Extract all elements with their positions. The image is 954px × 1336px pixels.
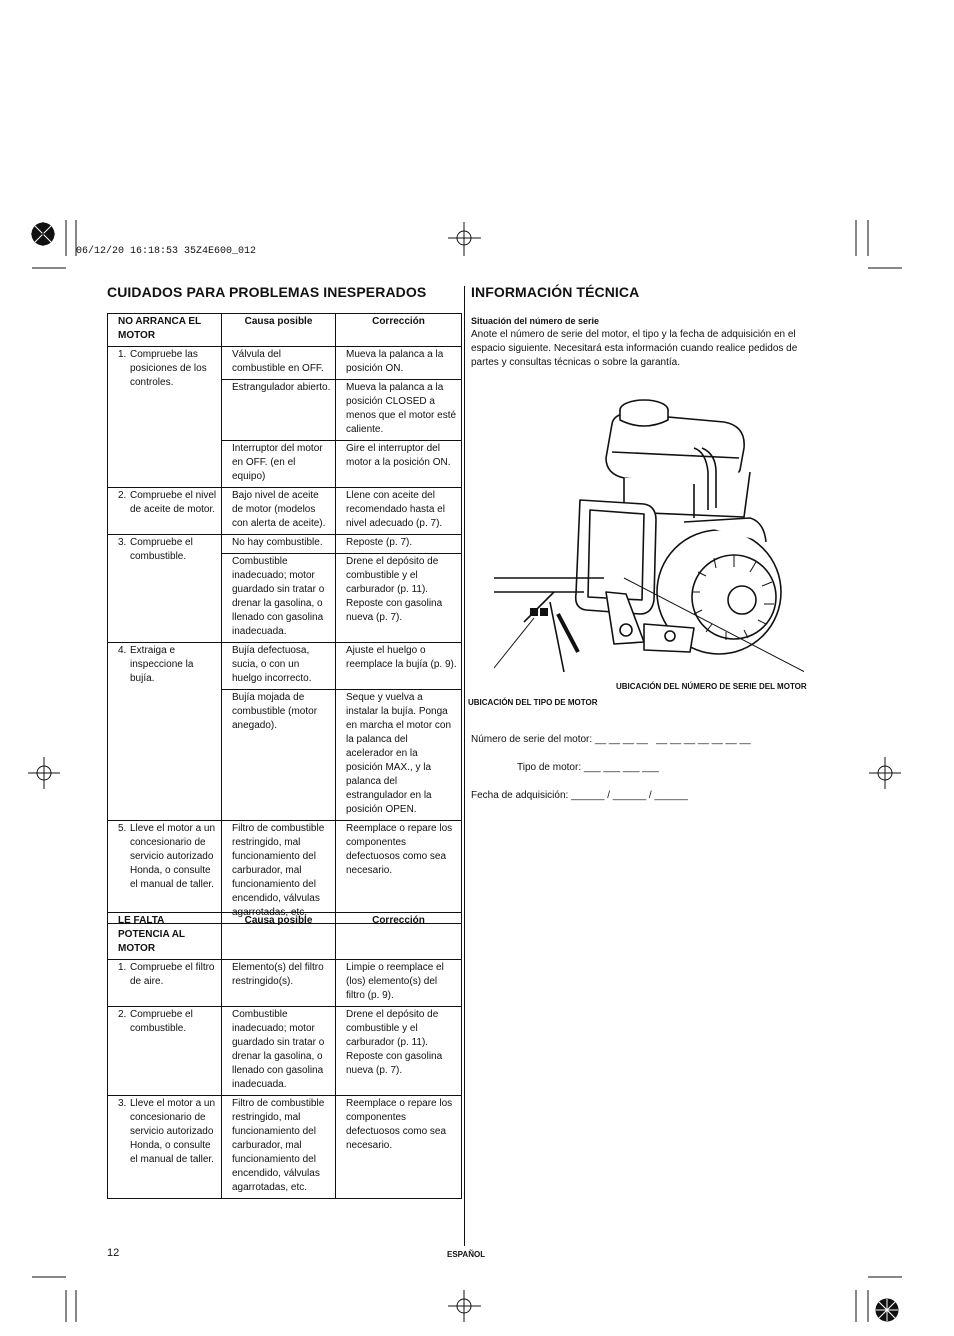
- fix-cell: Gire el interruptor del motor a la posición ON.: [336, 441, 462, 488]
- check-text: Compruebe el nivel de aceite de motor.: [130, 490, 217, 515]
- check-text: Compruebe el combustible.: [130, 1009, 193, 1034]
- table-no-arranca: [107, 313, 462, 924]
- table-header-cell: LE FALTA POTENCIA AL MOTOR: [108, 913, 222, 960]
- check-text: Compruebe las posiciones de los controles.: [130, 349, 207, 388]
- engine-type-label: Tipo de motor:: [517, 762, 582, 773]
- step-number: 1.: [118, 962, 127, 973]
- check-cell: [108, 488, 222, 535]
- cause-cell: Elemento(s) del filtro restringido(s).: [222, 960, 336, 1007]
- table-row: [108, 1096, 462, 1199]
- page-number: 12: [107, 1247, 120, 1259]
- cause-cell: Estrangulador abierto.: [222, 380, 336, 441]
- table-row: [108, 821, 462, 924]
- column-divider: [464, 286, 465, 1246]
- check-text: Compruebe el filtro de aire.: [130, 962, 215, 987]
- engine-type-blanks[interactable]: ___ ___ ___ ___: [583, 762, 659, 773]
- table-row: [108, 535, 462, 554]
- check-cell: [108, 960, 222, 1007]
- tech-info-title: INFORMACIÓN TÉCNICA: [471, 284, 640, 300]
- fix-cell: Reemplace o repare los componentes defectuosos como sea necesario.: [336, 1096, 462, 1199]
- check-cell: [108, 347, 222, 488]
- serial-number-label: Número de serie del motor:: [471, 734, 593, 745]
- serial-location-title: Situación del número de serie: [471, 316, 600, 326]
- table-header-cell: NO ARRANCA EL MOTOR: [108, 314, 222, 347]
- table-header-cell: Causa posible: [222, 913, 336, 960]
- table-header-cell: Corrección: [336, 314, 462, 347]
- fix-cell: Reposte (p. 7).: [336, 535, 462, 554]
- step-number: 2.: [118, 490, 127, 501]
- print-stamp: 06/12/20 16:18:53 35Z4E600_012: [76, 246, 257, 257]
- table-row: [108, 960, 462, 1007]
- table-header-row: [108, 913, 462, 960]
- fix-cell: Limpie o reemplace el (los) elemento(s) del filtro (p. 9).: [336, 960, 462, 1007]
- cause-cell: Combustible inadecuado; motor guardado sin tratar o drenar la gasolina, o llenado con gasolina inadecuada.: [222, 1007, 336, 1096]
- cause-cell: No hay combustible.: [222, 535, 336, 554]
- serial-number-blanks[interactable]: __ __ __ __ __ __ __ __ __ __ __: [594, 734, 751, 745]
- table-header-row: [108, 314, 462, 347]
- cause-cell: Bujía defectuosa, sucia, o con un huelgo incorrecto.: [222, 643, 336, 690]
- check-text: Lleve el motor a un concesionario de servicio autorizado Honda, o consulte el manual de taller.: [130, 823, 216, 890]
- purchase-date-line: [471, 790, 688, 801]
- caption-type-location: UBICACIÓN DEL TIPO DE MOTOR: [468, 698, 598, 707]
- table-row: [108, 1007, 462, 1096]
- table-falta-potencia: [107, 912, 462, 1199]
- cause-cell: Interruptor del motor en OFF. (en el equipo): [222, 441, 336, 488]
- serial-location-text: Anote el número de serie del motor, el tipo y la fecha de adquisición en el espacio siguiente. Necesitará esta información cuando realice pedidos de partes y consultas técnicas o sobre la garantía.: [471, 329, 798, 368]
- fix-cell: Llene con aceite del recomendado hasta el nivel adecuado (p. 7).: [336, 488, 462, 535]
- check-cell: [108, 535, 222, 643]
- engine-illustration: [494, 392, 804, 682]
- step-number: 1.: [118, 349, 127, 360]
- fix-cell: Drene el depósito de combustible y el carburador (p. 11). Reposte con gasolina nueva (p. 7).: [336, 1007, 462, 1096]
- fix-cell: Reemplace o repare los componentes defectuosos como sea necesario.: [336, 821, 462, 924]
- check-cell: [108, 643, 222, 821]
- step-number: 3.: [118, 537, 127, 548]
- table-header-cell: Corrección: [336, 913, 462, 960]
- step-number: 3.: [118, 1098, 127, 1109]
- table-row: [108, 347, 462, 380]
- fix-cell: Drene el depósito de combustible y el carburador (p. 11). Reposte con gasolina nueva (p. 7).: [336, 554, 462, 643]
- fix-cell: Seque y vuelva a instalar la bujía. Ponga en marcha el motor con la palanca del acelerador en la posición MAX., y la palanca del estrangulador en la posición OPEN.: [336, 690, 462, 821]
- table-header-cell: Causa posible: [222, 314, 336, 347]
- check-cell: [108, 1096, 222, 1199]
- cause-cell: Válvula del combustible en OFF.: [222, 347, 336, 380]
- step-number: 4.: [118, 645, 127, 656]
- purchase-date-blanks[interactable]: ______ / ______ / ______: [571, 790, 688, 801]
- check-text: Compruebe el combustible.: [130, 537, 193, 562]
- check-text: Lleve el motor a un concesionario de servicio autorizado Honda, o consulte el manual de taller.: [130, 1098, 216, 1165]
- fix-cell: Mueva la palanca a la posición ON.: [336, 347, 462, 380]
- cause-cell: Filtro de combustible restringido, mal funcionamiento del carburador, mal funcionamiento del encendido, válvulas agarrotadas, etc.: [222, 821, 336, 924]
- step-number: 5.: [118, 823, 127, 834]
- cause-cell: Combustible inadecuado; motor guardado sin tratar o drenar la gasolina, o llenado con gasolina inadecuada.: [222, 554, 336, 643]
- check-cell: [108, 1007, 222, 1096]
- check-cell: [108, 821, 222, 924]
- language-label: ESPAÑOL: [447, 1250, 486, 1259]
- fix-cell: Mueva la palanca a la posición CLOSED a menos que el motor esté caliente.: [336, 380, 462, 441]
- table-row: [108, 643, 462, 690]
- fix-cell: Ajuste el huelgo o reemplace la bujía (p. 9).: [336, 643, 462, 690]
- table-row: [108, 488, 462, 535]
- cause-cell: Filtro de combustible restringido, mal funcionamiento del carburador, mal funcionamiento del encendido, válvulas agarrotadas, etc.: [222, 1096, 336, 1199]
- purchase-date-label: Fecha de adquisición:: [471, 790, 569, 801]
- step-number: 2.: [118, 1009, 127, 1020]
- cause-cell: Bujía mojada de combustible (motor anegado).: [222, 690, 336, 821]
- serial-number-line: [471, 734, 751, 745]
- cause-cell: Bajo nivel de aceite de motor (modelos con alerta de aceite).: [222, 488, 336, 535]
- troubleshooting-title: CUIDADOS PARA PROBLEMAS INESPERADOS: [107, 284, 427, 300]
- engine-type-line: [517, 762, 659, 773]
- caption-serial-location: UBICACIÓN DEL NÚMERO DE SERIE DEL MOTOR: [616, 682, 807, 691]
- check-text: Extraiga e inspeccione la bujía.: [130, 645, 194, 684]
